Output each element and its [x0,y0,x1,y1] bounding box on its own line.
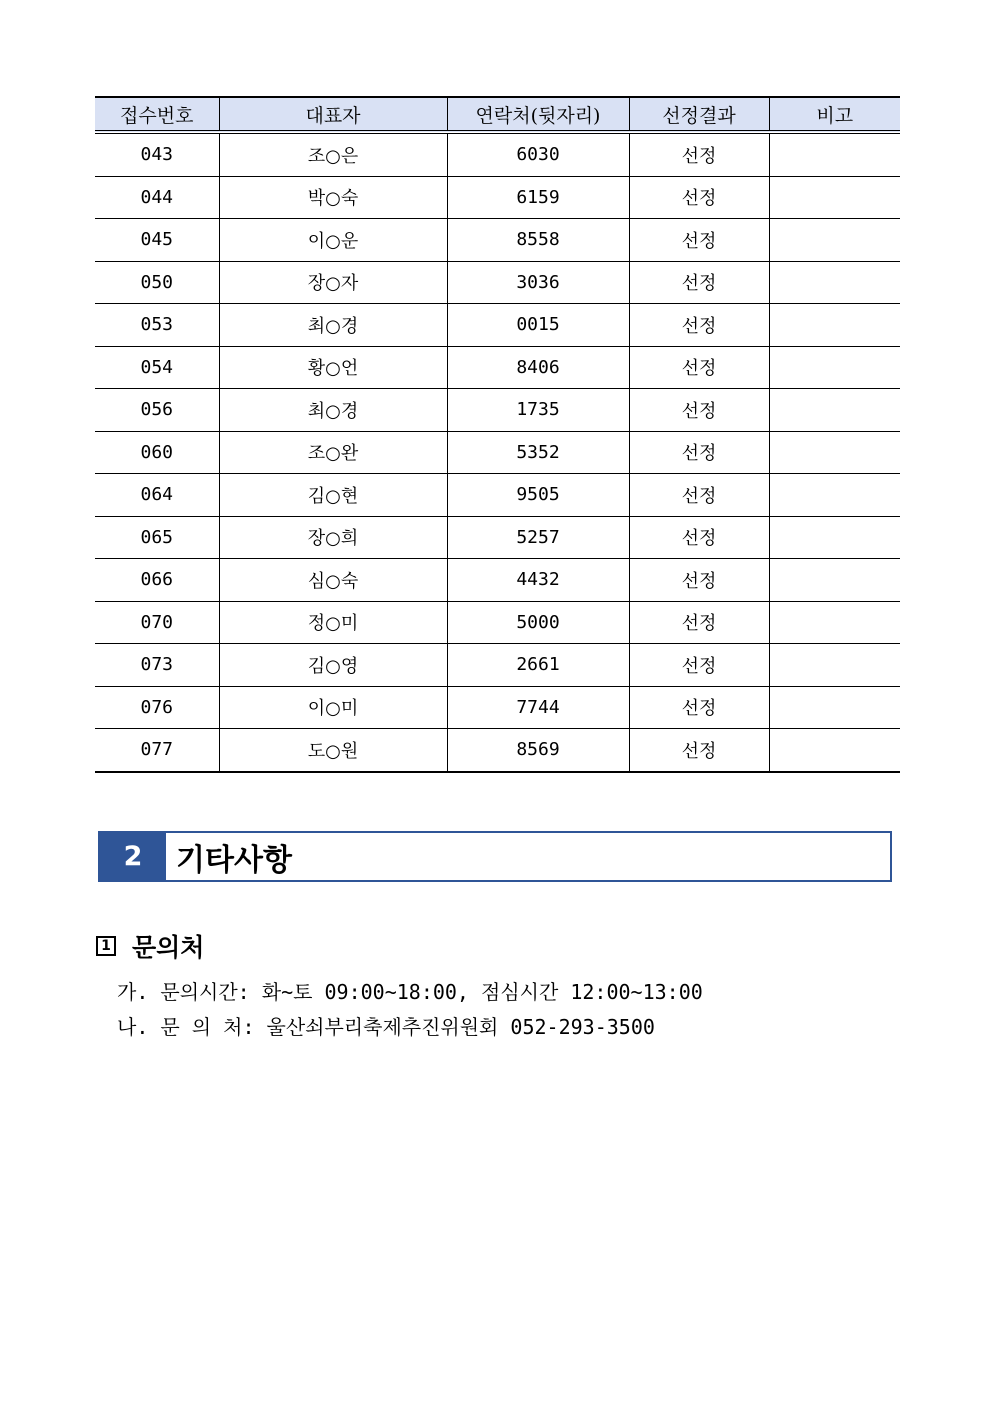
cell-note [769,389,900,432]
cell-phone: 8558 [447,219,629,262]
cell-representative: 최○경 [219,389,447,432]
table-row [95,686,900,729]
cell-phone: 8569 [447,729,629,772]
cell-result: 선정 [629,219,769,262]
cell-representative: 조○은 [219,132,447,176]
cell-receipt-no: 050 [95,261,219,304]
cell-result: 선정 [629,516,769,559]
table-row [95,431,900,474]
cell-representative: 조○완 [219,431,447,474]
cell-receipt-no: 043 [95,132,219,176]
cell-result: 선정 [629,261,769,304]
header-representative: 대표자 [219,97,447,132]
cell-representative: 정○미 [219,601,447,644]
table-row [95,304,900,347]
cell-representative: 심○숙 [219,559,447,602]
cell-representative: 이○운 [219,219,447,262]
cell-note [769,729,900,772]
cell-receipt-no: 070 [95,601,219,644]
table-row [95,261,900,304]
table-header-row [95,97,900,132]
selection-result-table [95,96,900,773]
cell-result: 선정 [629,559,769,602]
cell-phone: 4432 [447,559,629,602]
cell-note [769,601,900,644]
cell-phone: 3036 [447,261,629,304]
cell-receipt-no: 076 [95,686,219,729]
cell-result: 선정 [629,304,769,347]
subsection-title: 문의처 [132,933,205,962]
cell-result: 선정 [629,601,769,644]
subsection-number-box: 1 [96,936,116,956]
table-row [95,389,900,432]
cell-representative: 황○언 [219,346,447,389]
cell-note [769,176,900,219]
cell-result: 선정 [629,686,769,729]
cell-receipt-no: 053 [95,304,219,347]
cell-result: 선정 [629,474,769,517]
table-row [95,176,900,219]
table-row [95,601,900,644]
cell-representative: 김○현 [219,474,447,517]
cell-phone: 2661 [447,644,629,687]
inquiry-hours: 가. 문의시간: 화~토 09:00~18:00, 점심시간 12:00~13:00 [117,980,703,1004]
table-row [95,132,900,176]
cell-representative: 이○미 [219,686,447,729]
cell-receipt-no: 073 [95,644,219,687]
cell-representative: 도○원 [219,729,447,772]
table-row [95,559,900,602]
inquiry-contact: 나. 문 의 처: 울산쇠부리축제추진위원회 052-293-3500 [117,1015,655,1039]
table-row [95,516,900,559]
cell-phone: 5352 [447,431,629,474]
cell-note [769,304,900,347]
cell-result: 선정 [629,644,769,687]
cell-phone: 6030 [447,132,629,176]
cell-receipt-no: 045 [95,219,219,262]
cell-note [769,559,900,602]
cell-receipt-no: 077 [95,729,219,772]
cell-representative: 최○경 [219,304,447,347]
table-row [95,219,900,262]
cell-phone: 6159 [447,176,629,219]
table-row [95,729,900,772]
cell-receipt-no: 060 [95,431,219,474]
cell-note [769,686,900,729]
cell-phone: 7744 [447,686,629,729]
section-number: 2 [100,833,166,880]
header-note: 비고 [769,97,900,132]
cell-note [769,474,900,517]
cell-note [769,346,900,389]
cell-note [769,261,900,304]
cell-note [769,219,900,262]
cell-receipt-no: 054 [95,346,219,389]
table-row [95,346,900,389]
cell-representative: 김○영 [219,644,447,687]
table-row [95,474,900,517]
table-row [95,644,900,687]
cell-result: 선정 [629,389,769,432]
cell-representative: 장○자 [219,261,447,304]
subsection-header [96,928,204,964]
section-header [98,831,892,882]
cell-result: 선정 [629,132,769,176]
cell-receipt-no: 044 [95,176,219,219]
cell-representative: 장○희 [219,516,447,559]
cell-phone: 5000 [447,601,629,644]
header-result: 선정결과 [629,97,769,132]
cell-receipt-no: 064 [95,474,219,517]
cell-phone: 0015 [447,304,629,347]
cell-note [769,516,900,559]
header-receipt-no: 접수번호 [95,97,219,132]
cell-receipt-no: 066 [95,559,219,602]
cell-result: 선정 [629,431,769,474]
cell-note [769,644,900,687]
cell-note [769,132,900,176]
cell-receipt-no: 065 [95,516,219,559]
cell-representative: 박○숙 [219,176,447,219]
cell-result: 선정 [629,346,769,389]
cell-receipt-no: 056 [95,389,219,432]
cell-phone: 5257 [447,516,629,559]
cell-result: 선정 [629,729,769,772]
cell-note [769,431,900,474]
cell-phone: 9505 [447,474,629,517]
header-phone: 연락처(뒷자리) [447,97,629,132]
cell-phone: 8406 [447,346,629,389]
cell-phone: 1735 [447,389,629,432]
section-title: 기타사항 [176,842,292,878]
cell-result: 선정 [629,176,769,219]
